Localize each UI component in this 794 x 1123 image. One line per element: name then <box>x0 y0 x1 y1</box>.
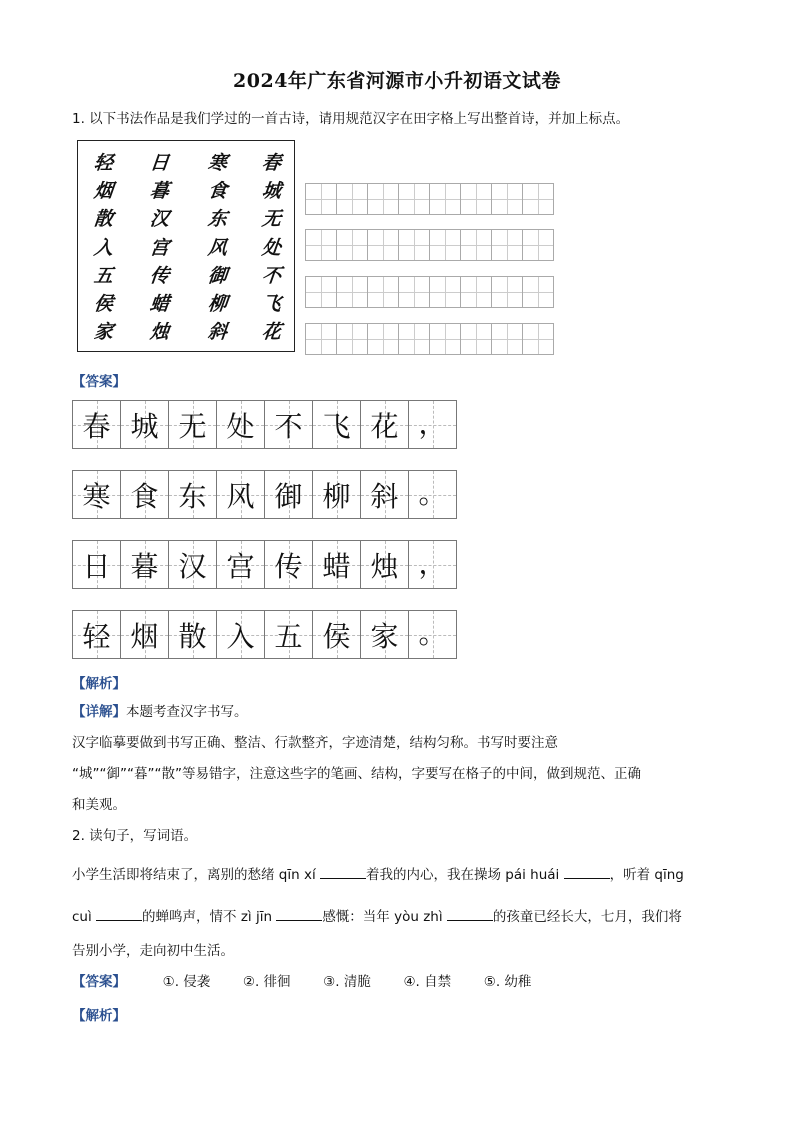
answer-cell: 蜡 <box>312 540 361 589</box>
answer-cell: 烟 <box>120 610 169 659</box>
practice-grid-row <box>305 183 553 215</box>
practice-cell <box>305 183 337 215</box>
answer-cell: 侯 <box>312 610 361 659</box>
answer-cell: 风 <box>216 470 265 519</box>
practice-cell <box>305 276 337 308</box>
answer-cell: ， <box>408 400 457 449</box>
calligraphy-char: 城 <box>261 180 283 203</box>
practice-cell <box>429 323 461 355</box>
practice-cell <box>460 276 492 308</box>
calligraphy-char: 日 <box>149 152 171 174</box>
practice-cell <box>429 276 461 308</box>
practice-cell <box>429 183 461 215</box>
answer-cell: 。 <box>408 610 457 659</box>
practice-cell <box>367 323 399 355</box>
calligraphy-column <box>92 149 116 346</box>
q2-prompt: 2. 读句子，写词语。 <box>72 828 198 844</box>
answer-cell: 食 <box>120 470 169 519</box>
calligraphy-char: 轻 <box>93 152 115 174</box>
practice-cell <box>367 276 399 308</box>
practice-cell <box>522 276 554 308</box>
answer-blank[interactable] <box>447 906 493 921</box>
answer-cell: 暮 <box>120 540 169 589</box>
practice-cell <box>522 183 554 215</box>
answer-item: ③. 清脆 <box>323 974 371 990</box>
practice-cell <box>336 276 368 308</box>
answer-cell: 散 <box>168 610 217 659</box>
answer-blank[interactable] <box>564 864 610 879</box>
practice-cell <box>336 183 368 215</box>
q2-sentence-line <box>72 864 684 884</box>
answer-cell: 烛 <box>360 540 409 589</box>
calligraphy-column <box>206 149 230 346</box>
answer-item: ④. 自禁 <box>403 974 452 990</box>
detail-line <box>72 703 248 721</box>
calligraphy-char: 无 <box>261 208 283 231</box>
detail-label: 【详解】 <box>72 704 126 720</box>
page-title: 2024年广东省河源市小升初语文试卷 <box>233 70 561 92</box>
q2-text: 着我的内心，我在操场 pái huái <box>366 867 560 883</box>
practice-cell <box>336 323 368 355</box>
practice-cell <box>398 276 430 308</box>
analysis-label: 【解析】 <box>72 676 126 692</box>
practice-cell <box>429 229 461 261</box>
answer-blank[interactable] <box>320 864 366 879</box>
calligraphy-char: 食 <box>207 180 229 203</box>
answer-grid-row <box>72 610 456 659</box>
practice-cell <box>367 229 399 261</box>
calligraphy-char: 烟 <box>93 180 115 203</box>
answer-cell: 寒 <box>72 470 121 519</box>
calligraphy-char: 烛 <box>149 321 171 344</box>
calligraphy-char: 春 <box>261 152 283 174</box>
answer-cell: 无 <box>168 400 217 449</box>
answer-cell: 家 <box>360 610 409 659</box>
answer-cell: 飞 <box>312 400 361 449</box>
answer-cell: 御 <box>264 470 313 519</box>
calligraphy-char: 寒 <box>207 152 229 174</box>
answer-cell: 汉 <box>168 540 217 589</box>
calligraphy-char: 散 <box>93 208 115 231</box>
practice-cell <box>398 183 430 215</box>
calligraphy-char: 柳 <box>207 292 229 315</box>
calligraphy-char: 御 <box>207 264 229 287</box>
q1-prompt: 1. 以下书法作品是我们学过的一首古诗，请用规范汉字在田字格上写出整首诗，并加上标点。 <box>72 111 630 127</box>
practice-cell <box>398 229 430 261</box>
practice-grid-row <box>305 323 553 355</box>
answer-cell: 东 <box>168 470 217 519</box>
practice-cell <box>305 323 337 355</box>
practice-cell <box>491 276 523 308</box>
calligraphy-char: 入 <box>93 236 115 259</box>
practice-cell <box>491 183 523 215</box>
answer-cell: 日 <box>72 540 121 589</box>
practice-cell <box>460 183 492 215</box>
answer-item: ①. 侵袭 <box>162 974 211 990</box>
answer-blank[interactable] <box>276 906 322 921</box>
calligraphy-char: 侯 <box>93 292 115 315</box>
calligraphy-char: 斜 <box>207 321 229 344</box>
q2-text: ，听着 qīng <box>609 867 684 883</box>
practice-cell <box>460 323 492 355</box>
answer-cell: 斜 <box>360 470 409 519</box>
calligraphy-column <box>260 149 284 346</box>
calligraphy-image <box>77 140 295 352</box>
answer-grid-row <box>72 400 456 449</box>
analysis-label: 【解析】 <box>72 1008 126 1024</box>
detail-text: 汉字临摹要做到书写正确、整洁、行款整齐，字迹清楚，结构匀称。书写时要注意 <box>72 735 558 751</box>
answer-grid-row <box>72 470 456 519</box>
detail-text: 本题考查汉字书写。 <box>126 704 248 720</box>
calligraphy-char: 东 <box>207 208 229 231</box>
answer-grid-row <box>72 540 456 589</box>
calligraphy-char: 五 <box>93 264 115 287</box>
q2-text: 的孩童已经长大，七月，我们将 <box>492 909 682 925</box>
answer-cell: 入 <box>216 610 265 659</box>
calligraphy-char: 传 <box>149 264 171 287</box>
q2-sentence-line <box>72 906 682 926</box>
answer-cell: 春 <box>72 400 121 449</box>
q2-text: 感慨：当年 yòu zhì <box>322 909 443 925</box>
answer-cell: 花 <box>360 400 409 449</box>
answer-item: ②. 徘徊 <box>242 974 291 990</box>
answer-cell: 城 <box>120 400 169 449</box>
answer-cell: 处 <box>216 400 265 449</box>
practice-cell <box>522 323 554 355</box>
calligraphy-char: 蜡 <box>149 292 171 315</box>
answer-cell: 不 <box>264 400 313 449</box>
calligraphy-char: 汉 <box>149 208 171 231</box>
practice-cell <box>398 323 430 355</box>
q2-text: 的蝉鸣声，情不 zì jīn <box>142 909 273 925</box>
q2-sentence-line: 告别小学，走向初中生活。 <box>72 943 234 959</box>
calligraphy-column <box>148 149 172 346</box>
practice-grid-row <box>305 229 553 261</box>
practice-cell <box>367 183 399 215</box>
q2-answer-line <box>72 973 531 991</box>
answer-cell: 柳 <box>312 470 361 519</box>
answer-blank[interactable] <box>96 906 142 921</box>
answer-cell: 五 <box>264 610 313 659</box>
answer-cell: 宫 <box>216 540 265 589</box>
answer-cell: ， <box>408 540 457 589</box>
practice-cell <box>336 229 368 261</box>
calligraphy-char: 宫 <box>149 236 171 259</box>
practice-cell <box>491 323 523 355</box>
practice-cell <box>491 229 523 261</box>
practice-grid-row <box>305 276 553 308</box>
q2-text: cuì <box>72 909 92 925</box>
answer-label: 【答案】 <box>72 974 126 990</box>
practice-cell <box>305 229 337 261</box>
answer-cell: 传 <box>264 540 313 589</box>
answer-cell: 。 <box>408 470 457 519</box>
calligraphy-char: 飞 <box>261 292 283 315</box>
answer-cell: 轻 <box>72 610 121 659</box>
practice-cell <box>460 229 492 261</box>
calligraphy-char: 暮 <box>149 180 171 203</box>
q2-text: 小学生活即将结束了，离别的愁绪 qīn xí <box>72 867 316 883</box>
calligraphy-char: 处 <box>261 236 283 259</box>
calligraphy-char: 不 <box>261 264 283 287</box>
calligraphy-char: 花 <box>261 321 283 344</box>
answer-item: ⑤. 幼稚 <box>483 974 532 990</box>
practice-cell <box>522 229 554 261</box>
answer-label: 【答案】 <box>72 374 126 390</box>
calligraphy-char: 家 <box>93 321 115 344</box>
calligraphy-char: 风 <box>207 236 229 259</box>
detail-text: 和美观。 <box>72 797 126 813</box>
detail-text: “城”“御”“暮”“散”等易错字，注意这些字的笔画、结构，字要写在格子的中间，做到规范、正确 <box>72 766 641 782</box>
